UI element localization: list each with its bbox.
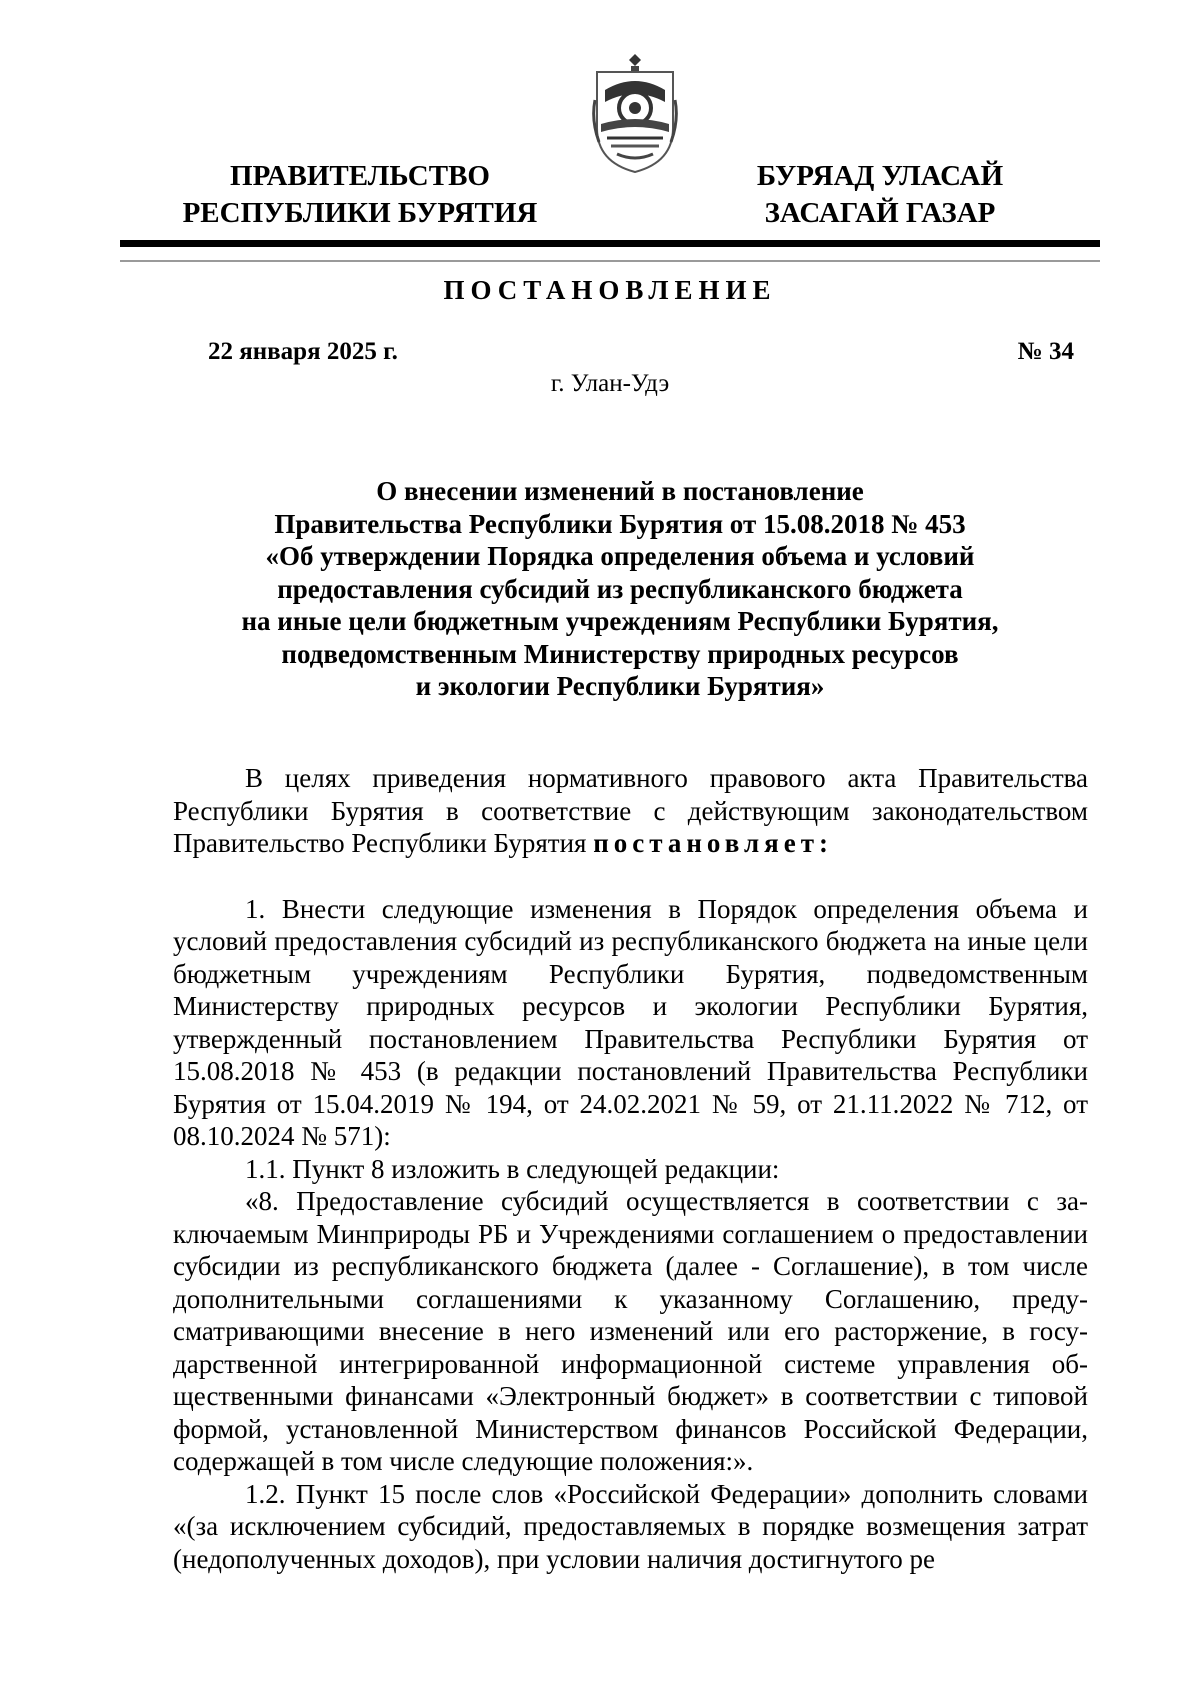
preamble-text: В целях приведения нормативного правового акта Правительства Республики Бурятия в соответствие с действующим законодательством Правительство Республики Бурятия bbox=[173, 763, 1088, 858]
paragraph-1-2: 1.2. Пункт 15 после слов «Российской Федерации» дополнить словами «(за исключением субсидий, предоставляемых в порядке возмещения затрат (недополученных доходов), при условии наличия достигнутого ре bbox=[173, 1478, 1088, 1574]
title-line: предоставления субсидий из республиканского бюджета bbox=[277, 573, 963, 604]
coat-of-arms-icon bbox=[591, 50, 679, 176]
title-line: «Об утверждении Порядка определения объема и условий bbox=[265, 541, 975, 571]
paragraph-1-1-quote: «8. Предоставление субсидий осуществляется в соответствии с заключаемым Минприроды РБ и Учреждениями соглашением о предоставлении субсидии из республиканского бюджета (далее - Соглашение), в том числе дополнительными соглашениями к указанному Соглашению, предусматривающими внесение в него изменений или его расторжение, в государственной интегрированной информационной системе управления общественными финансами «Электронный бюджет» в соответствии с типовой формой, установленной Министерством финансов Российской Федерации, содержащей в том числе следующие положения:». bbox=[173, 1186, 1088, 1476]
issuer-bua-line1: БУРЯАД УЛАСАЙ bbox=[756, 160, 1004, 192]
title-line: подведомственным Министерству природных ресурсов bbox=[281, 638, 959, 669]
title-line: О внесении изменений в постановление bbox=[376, 476, 864, 506]
decree-keyword: постановляет: bbox=[593, 828, 833, 858]
document-number: № 34 bbox=[1017, 338, 1074, 365]
document-date: 22 января 2025 г. bbox=[208, 338, 398, 365]
title-line: Правительства Республики Бурятия от 15.08.2018 № 453 bbox=[274, 508, 966, 539]
title-line: и экологии Республики Бурятия» bbox=[415, 671, 825, 701]
document-city: г. Улан-Удэ bbox=[550, 370, 670, 397]
document-type: ПОСТАНОВЛЕНИЕ bbox=[443, 275, 777, 305]
header-divider-thick bbox=[120, 240, 1100, 247]
issuer-name-ru bbox=[160, 158, 560, 232]
issuer-ru-line2: РЕСПУБЛИКИ БУРЯТИЯ bbox=[182, 197, 538, 229]
issuer-ru-line1: ПРАВИТЕЛЬСТВО bbox=[230, 160, 490, 192]
title-line: на иные цели бюджетным учреждениям Республики Бурятия, bbox=[241, 606, 999, 636]
header-divider-thin bbox=[120, 260, 1100, 262]
issuer-bua-line2: ЗАСАГАЙ ГАЗАР bbox=[764, 197, 996, 229]
paragraph-1: 1. Внести следующие изменения в Порядок определения объема и условий предоставления субсидий из республиканского бюджета на иные цели бюджетным учреждениям Республики Бурятия, подведомственным Министерству природных ресурсов и экологии Республики Бурятия, утвержденный постановлением Правительства Республики Бурятия от 15.08.2018 № 453 (в редакции постановлений Правительства Республики Бурятия от 15.04.2019 № 194, от 24.02.2021 № 59, от 21.11.2022 № 712, от 08.10.2024 № 571): bbox=[173, 893, 1088, 1151]
paragraph-1-1: 1.1. Пункт 8 изложить в следующей редакции: bbox=[245, 1153, 780, 1184]
document-title bbox=[120, 475, 1120, 703]
preamble-paragraph bbox=[173, 762, 1088, 860]
issuer-name-bua bbox=[730, 158, 1030, 232]
document-body bbox=[173, 762, 1088, 1575]
